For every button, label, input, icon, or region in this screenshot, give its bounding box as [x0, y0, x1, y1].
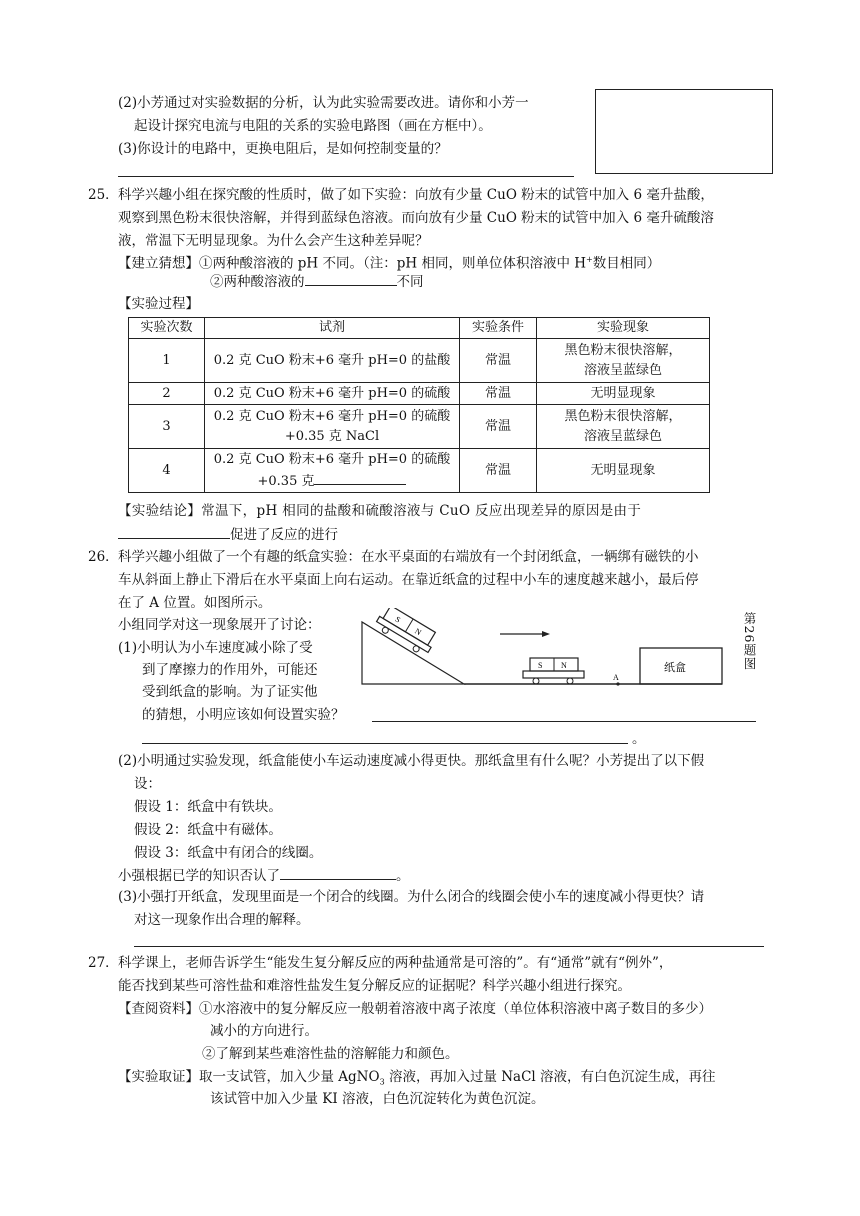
row-number: 4	[129, 449, 205, 493]
q25-hypothesis-2	[210, 271, 424, 292]
process-label: 【实验过程】	[118, 296, 199, 312]
phenomenon-line: 黑色粉末很快溶解，	[564, 342, 682, 358]
q26-part1-line3: 受到纸盒的影响。为了证实他	[142, 684, 318, 700]
magnet-s-label: S	[538, 661, 543, 670]
q26-line3: 在了 A 位置。如图所示。	[118, 595, 272, 611]
point-a-label: A	[613, 673, 619, 682]
conclusion-line2	[118, 524, 338, 545]
q27-line2: 能否找到某些可溶性盐和难溶性盐发生复分解反应的证据呢？科学兴趣小组进行探究。	[118, 978, 631, 994]
q26-answer-line-1[interactable]	[372, 721, 756, 722]
header-cell: 实验条件	[460, 318, 537, 339]
phenomenon-line: 黑色粉末很快溶解，	[564, 408, 682, 424]
q25-line1: 科学兴趣小组在探究酸的性质时，做了如下实验：向放有少量 CuO 粉末的试管中加入 6 毫升盐酸，	[118, 187, 714, 203]
magnet-s-label: S	[393, 614, 403, 625]
q26-answer-line-2[interactable]	[142, 743, 628, 744]
condition-cell: 常温	[460, 339, 537, 383]
condition-cell: 常温	[460, 383, 537, 405]
no3-subscript: 3	[379, 1077, 385, 1087]
motion-arrow-head	[542, 631, 550, 637]
magnet-n-label: N	[561, 661, 567, 670]
q26-part2-line2: 设：	[134, 776, 161, 792]
q25-number: 25．	[88, 187, 119, 203]
hypothesis-2-end: 不同	[396, 274, 424, 290]
q26-line4: 小组同学对这一现象展开了讨论：	[118, 617, 321, 633]
reagent-cell	[205, 405, 460, 449]
phenomenon-line: 溶液呈蓝绿色	[583, 428, 662, 444]
q27-line1: 科学课上，老师告诉学生“能发生复分解反应的两种盐通常是可溶的”。有“通常”就有“例外”，	[118, 955, 673, 971]
reagent-cell: 0.2 克 CuO 粉末+6 毫升 pH=0 的盐酸	[205, 339, 460, 383]
table-row	[129, 405, 710, 449]
h-plus-sup: +	[586, 255, 593, 264]
row-number: 1	[129, 339, 205, 383]
reference-line1	[118, 999, 712, 1019]
experiment-line2: 该试管中加入少量 KI 溶液，白色沉淀转化为黄色沉淀。	[210, 1091, 545, 1107]
q26-number: 26．	[88, 549, 119, 565]
phenomenon-cell: 无明显现象	[537, 449, 710, 493]
conclusion-label: 【实验结论】	[118, 503, 202, 519]
reagent-line: 0.2 克 CuO 粉末+6 毫升 pH=0 的硫酸	[213, 451, 451, 467]
hypothesis-2-blank[interactable]	[305, 271, 397, 286]
table-row	[129, 339, 710, 383]
row-number: 2	[129, 383, 205, 405]
cart-on-table	[523, 658, 584, 684]
incline	[362, 622, 464, 684]
q26-line1: 科学兴趣小组做了一个有趣的纸盒实验：在水平桌面的右端放有一个封闭纸盒，一辆绑有磁铁的小	[118, 549, 699, 565]
q26-part1-line4: 的猜想，小明应该如何设置实验？	[142, 707, 345, 723]
hypothesis-label: 【建立猜想】	[118, 255, 199, 272]
reference-line1b: 减小的方向进行。	[210, 1023, 318, 1039]
q26-part2-line1: (2)小明通过实验发现，纸盒能使小车运动速度减小得更快。那纸盒里有什么呢？小芳提出了以下假	[118, 753, 705, 769]
q26-reject-line	[118, 865, 410, 886]
q26-part3-line2: 对这一现象作出合理的解释。	[134, 912, 310, 928]
cart-incline-figure	[360, 608, 738, 690]
q24-part2-line2: 起设计探究电流与电阻的关系的实验电路图（画在方框中）。	[134, 118, 492, 134]
reagent-line: 0.2 克 CuO 粉末+6 毫升 pH=0 的硫酸	[213, 408, 451, 424]
table-row	[129, 383, 710, 405]
q26-part1-line2: 到了摩擦力的作用外，可能还	[142, 662, 318, 678]
conclusion-text: 常温下，pH 相同的盐酸和硫酸溶液与 CuO 反应出现差异的原因是由于	[201, 503, 642, 519]
table-row	[129, 449, 710, 493]
hypothesis-3: 假设 3：纸盒中有闭合的线圈。	[134, 845, 323, 861]
condition-cell: 常温	[460, 449, 537, 493]
reagent-line: +0.35 克	[257, 473, 315, 489]
conclusion-end: 促进了反应的进行	[230, 527, 338, 543]
q24-part2-line1: (2)小芳通过对实验数据的分析，认为此实验需要改进。请你和小芳一	[118, 95, 529, 111]
magnet-n-label: N	[413, 626, 423, 638]
header-cell: 实验次数	[129, 318, 205, 339]
reference-line2: ②了解到某些难溶性盐的溶解能力和颜色。	[202, 1046, 459, 1062]
header-cell: 试剂	[205, 318, 460, 339]
conclusion-line1	[118, 501, 641, 521]
experiment-label: 【实验取证】	[118, 1069, 199, 1085]
reject-text: 小强根据已学的知识否认了	[118, 868, 280, 884]
table-header-row	[129, 318, 710, 339]
experiment-text-a: 取一支试管，加入少量 AgNO	[199, 1069, 380, 1085]
hypothesis-2: 假设 2：纸盒中有磁体。	[134, 822, 282, 838]
phenomenon-cell	[537, 339, 710, 383]
reagent-cell: 0.2 克 CuO 粉末+6 毫升 pH=0 的硫酸	[205, 383, 460, 405]
paper-box-label: 纸盒	[664, 661, 686, 674]
experiment-table	[128, 317, 710, 493]
reagent-cell	[205, 449, 460, 493]
q25-line2: 观察到黑色粉末很快溶解，并得到蓝绿色溶液。而向放有少量 CuO 粉末的试管中加入 6 毫升硫酸溶	[118, 210, 714, 226]
q26-part1-line1: (1)小明认为小车速度减小除了受	[118, 640, 313, 656]
reagent-blank[interactable]	[314, 470, 406, 485]
hypothesis-1-end: 数目相同）	[592, 255, 661, 272]
q24-part3: (3)你设计的电路中，更换电阻后，是如何控制变量的？	[118, 141, 448, 157]
phenomenon-cell	[537, 405, 710, 449]
reference-label: 【查阅资料】	[118, 1001, 199, 1017]
reference-text-1: ①水溶液中的复分解反应一般朝着溶液中离子浓度（单位体积溶液中离子数目的多少）	[199, 1001, 712, 1017]
condition-cell: 常温	[460, 405, 537, 449]
experiment-text-b: 溶液，再加入过量 NaCl 溶液，有白色沉淀生成，再往	[384, 1069, 716, 1085]
q25-line3: 液，常温下无明显现象。为什么会产生这种差异呢？	[118, 233, 429, 249]
q24-answer-line[interactable]	[118, 176, 574, 177]
cart-on-incline	[373, 608, 438, 658]
hypothesis-1-text: ①两种酸溶液的 pH 不同。（注：pH 相同，则单位体积溶液中 H	[199, 255, 587, 272]
q26-period: 。	[632, 731, 646, 747]
hypothesis-1: 假设 1：纸盒中有铁块。	[134, 799, 282, 815]
header-cell: 实验现象	[537, 318, 710, 339]
reject-period: 。	[396, 868, 410, 884]
hypothesis-2-text: ②两种酸溶液的	[210, 274, 305, 290]
q26-line2: 车从斜面上静止下滑后在水平桌面上向右运动。在靠近纸盒的过程中小车的速度越来越小，最后停	[118, 572, 699, 588]
q27-number: 27．	[88, 955, 119, 971]
point-a-dot	[616, 682, 619, 685]
q26-part3-line1: (3)小强打开纸盒，发现里面是一个闭合的线圈。为什么闭合的线圈会使小车的速度减小得更快？请	[118, 889, 705, 905]
row-number: 3	[129, 405, 205, 449]
q25-hypothesis-1	[118, 250, 660, 274]
reagent-line: +0.35 克 NaCl	[284, 428, 380, 444]
phenomenon-cell: 无明显现象	[537, 383, 710, 405]
conclusion-blank[interactable]	[118, 524, 230, 539]
phenomenon-line: 溶液呈蓝绿色	[583, 362, 662, 378]
figure-caption: 第26题图	[742, 612, 757, 671]
q26-part3-answer-line[interactable]	[134, 946, 764, 947]
circuit-drawing-box[interactable]	[595, 89, 773, 174]
reject-blank[interactable]	[280, 865, 396, 880]
